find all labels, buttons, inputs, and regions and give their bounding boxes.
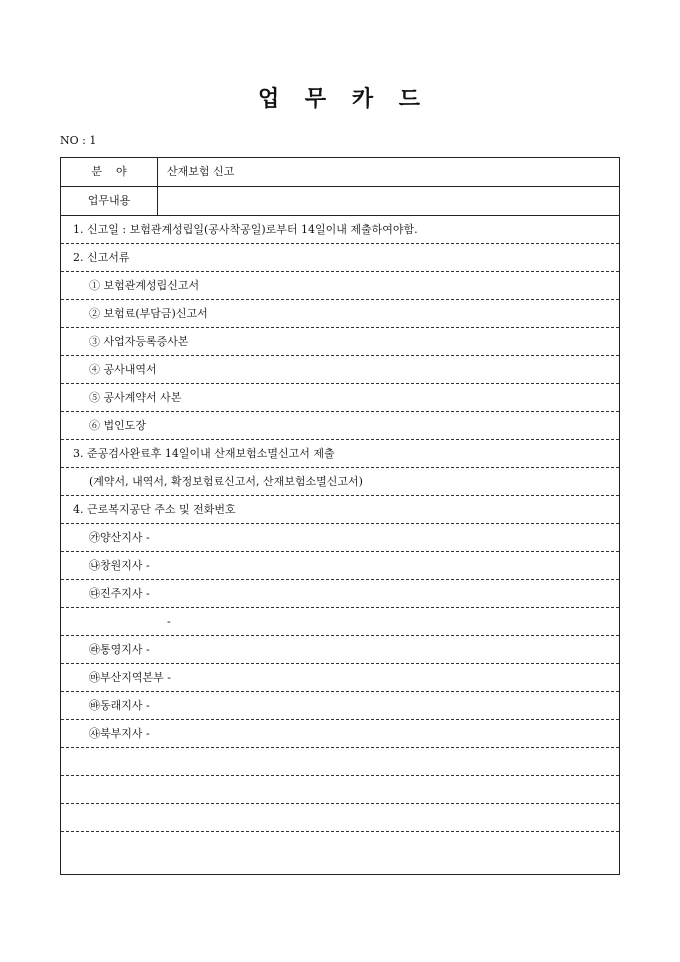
line-text: ㉲부산지역본부 - [89,671,171,684]
line-deadline [61,216,619,244]
line-text: ㉰진주지사 - [89,587,150,600]
line-branch-busan [61,664,619,692]
work-content-label: 업무내용 [61,187,158,215]
line-text: ③ 사업자등록증사본 [89,335,189,348]
line-text: ㉳동래지사 - [89,699,150,712]
line-text: (계약서, 내역서, 확정보험료신고서, 산재보험소멸신고서) [89,475,363,488]
line-text: 4. 근로복지공단 주소 및 전화번호 [73,503,236,516]
line-doc-4 [61,356,619,384]
line-doc-6 [61,412,619,440]
line-branch-jinju-cont [61,608,619,636]
line-text: ㉴북부지사 - [89,727,150,740]
line-text: ② 보험료(부담금)신고서 [89,307,208,320]
line-branch-changwon [61,552,619,580]
line-text: ⑤ 공사계약서 사본 [89,391,182,404]
line-doc-3 [61,328,619,356]
line-doc-2 [61,300,619,328]
line-branch-jinju [61,580,619,608]
line-text: ㉱통영지사 - [89,643,150,656]
line-branch-bukbu [61,720,619,748]
line-branch-dongnae [61,692,619,720]
line-doc-1 [61,272,619,300]
line-contacts-heading [61,496,619,524]
line-text: ㉮양산지사 - [89,531,150,544]
work-content-row [61,187,619,216]
line-text: 1. 신고일 : 보험관계성립일(공사착공일)로부터 14일이내 제출하여야함. [73,223,418,236]
field-value: 산재보험 신고 [167,165,235,178]
line-blank-2 [61,776,619,804]
line-text: ① 보험관계성립신고서 [89,279,200,292]
line-branch-tongyeong [61,636,619,664]
field-label: 분 야 [61,158,158,186]
page-title: 업 무 카 드 [258,86,422,112]
line-blank-3 [61,804,619,832]
line-text: ④ 공사내역서 [89,363,157,376]
line-text: 3. 준공검사완료후 14일이내 산재보험소멸신고서 제출 [73,447,335,460]
card-number: NO : 1 [60,134,97,147]
line-blank-1 [61,748,619,776]
line-completion-docs [61,468,619,496]
work-card-table [60,157,620,875]
line-branch-yangsan [61,524,619,552]
line-text: - [167,615,171,628]
line-doc-5 [61,384,619,412]
field-row [61,158,619,187]
line-blank-4 [61,832,619,874]
line-documents-heading [61,244,619,272]
line-completion [61,440,619,468]
line-text: ⑥ 법인도장 [89,419,147,432]
line-text: ㉯창원지사 - [89,559,150,572]
line-text: 2. 신고서류 [73,251,130,264]
